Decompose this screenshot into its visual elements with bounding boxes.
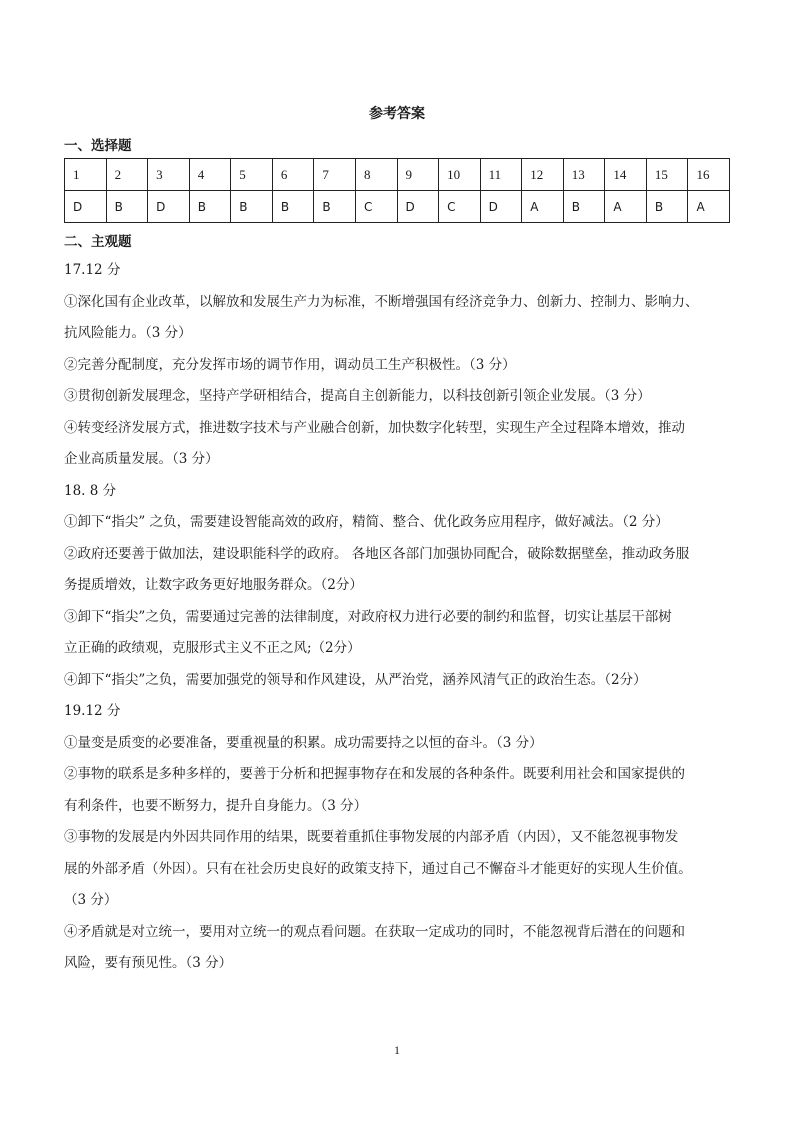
answer-cell: A <box>522 191 564 223</box>
subjective-answers <box>64 255 734 980</box>
answer-cell: D <box>480 191 522 223</box>
answer-line: ②完善分配制度，充分发挥市场的调节作用，调动员工生产积极性。（3 分） <box>64 356 516 373</box>
question-number-cell: 1 <box>65 159 107 191</box>
answer-line: 有利条件，也要不断努力，提升自身能力。（3 分） <box>64 797 368 814</box>
answer-cell: A <box>688 191 730 223</box>
question-number-row <box>65 159 730 191</box>
question-number-cell: 15 <box>646 159 688 191</box>
question-number-cell: 14 <box>605 159 647 191</box>
question-number-cell: 11 <box>480 159 522 191</box>
answer-line: ④矛盾就是对立统一，要用对立统一的观点看问题。在获取一定成功的同时，不能忽视背后潜在的问题和 <box>64 923 685 940</box>
answer-cell: B <box>314 191 356 223</box>
answer-cell: D <box>148 191 190 223</box>
section-heading-choice: 一、选择题 <box>64 138 132 154</box>
answer-line: 抗风险能力。（3 分） <box>64 325 192 341</box>
answer-line: ②事物的联系是多种多样的，要善于分析和把握事物存在和发展的各种条件。既要利用社会和国家提供的 <box>64 766 685 782</box>
answer-line: 18. 8 分 <box>64 482 117 499</box>
question-number-cell: 9 <box>397 159 439 191</box>
answer-line: （3 分） <box>64 892 118 908</box>
question-number-cell: 5 <box>231 159 273 191</box>
question-number-cell: 6 <box>272 159 314 191</box>
answer-line: 务提质增效，让数字政务更好地服务群众。（2分） <box>64 577 363 593</box>
answer-table <box>64 158 730 223</box>
question-number-cell: 4 <box>189 159 231 191</box>
answer-line: ③卸下“指尖”之负，需要通过完善的法律制度，对政府权力进行必要的制约和监督，切实让基层干部树 <box>64 608 672 625</box>
question-number-cell: 3 <box>148 159 190 191</box>
answer-cell: B <box>106 191 148 223</box>
answer-line: ③事物的发展是内外因共同作用的结果，既要着重抓住事物发展的内部矛盾（内因），又不能忽视事物发 <box>64 829 679 845</box>
answer-cell: B <box>563 191 605 223</box>
answer-line: 展的外部矛盾（外因）。只有在社会历史良好的政策支持下，通过自己不懈奋斗才能更好的实现人生价值。 <box>64 860 692 877</box>
answer-cell: D <box>65 191 107 223</box>
question-number-cell: 10 <box>439 159 481 191</box>
page-number: 1 <box>394 1043 400 1057</box>
answer-cell: C <box>439 191 481 223</box>
section-heading-subjective: 二、主观题 <box>64 234 132 250</box>
answer-line: ④转变经济发展方式，推进数字技术与产业融合创新，加快数字化转型，实现生产全过程降本增效，推动 <box>64 419 685 436</box>
answer-line: 立正确的政绩观，克服形式主义不正之风;（2分） <box>64 640 361 656</box>
answer-line: ①量变是质变的必要准备，要重视量的积累。成功需要持之以恒的奋斗。（3 分） <box>64 734 543 751</box>
answer-line: ①深化国有企业改革，以解放和发展生产力为标准，不断增强国有经济竞争力、创新力、控制力、影响力、 <box>64 293 699 310</box>
question-number-cell: 16 <box>688 159 730 191</box>
answer-cell: B <box>189 191 231 223</box>
answer-line: ④卸下“指尖”之负，需要加强党的领导和作风建设，从严治党，涵养风清气正的政治生态。（2分） <box>64 671 647 688</box>
answer-line: ③贯彻创新发展理念，坚持产学研相结合，提高自主创新能力，以科技创新引领企业发展。（3 分） <box>64 388 651 404</box>
answer-cell: B <box>272 191 314 223</box>
answer-cell: B <box>231 191 273 223</box>
answer-line: 风险，要有预见性。（3 分） <box>64 955 233 971</box>
answer-line: 企业高质量发展。（3 分） <box>64 451 219 467</box>
answer-cell: A <box>605 191 647 223</box>
answer-cell: B <box>646 191 688 223</box>
question-number-cell: 12 <box>522 159 564 191</box>
question-number-cell: 13 <box>563 159 605 191</box>
question-number-cell: 2 <box>106 159 148 191</box>
answer-row <box>65 191 730 223</box>
answer-cell: D <box>397 191 439 223</box>
answer-line: 17.12 分 <box>64 262 121 278</box>
question-number-cell: 8 <box>355 159 397 191</box>
answer-cell: C <box>355 191 397 223</box>
page-title: 参考答案 <box>369 106 425 122</box>
answer-line: ①卸下“指尖” 之负，需要建设智能高效的政府，精简、整合、优化政务应用程序，做好减法。（2 分） <box>64 514 669 530</box>
answer-line: ②政府还要善于做加法，建设职能科学的政府。 各地区各部门加强协同配合，破除数据壁垒，推动政务服 <box>64 545 690 562</box>
answer-line: 19.12 分 <box>64 703 121 719</box>
question-number-cell: 7 <box>314 159 356 191</box>
